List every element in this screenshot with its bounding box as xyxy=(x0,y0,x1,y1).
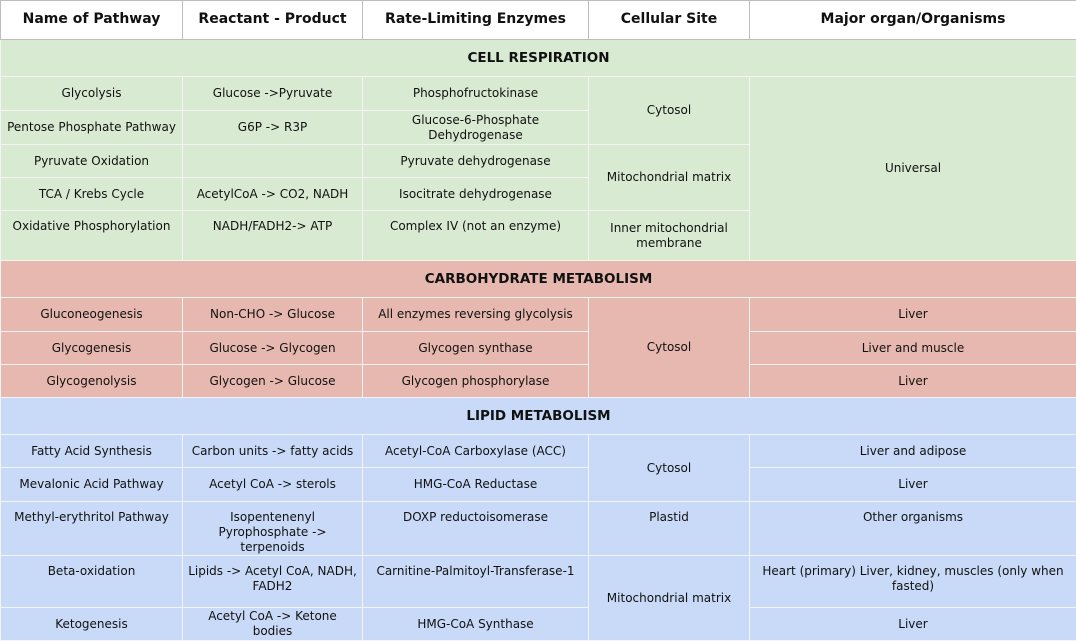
section-title-respiration: CELL RESPIRATION xyxy=(1,40,1076,77)
table-row xyxy=(1,502,1076,556)
enzyme-cell: HMG-CoA Reductase xyxy=(363,468,589,502)
table-row xyxy=(1,435,1076,468)
pathway-cell: Gluconeogenesis xyxy=(1,298,183,332)
site-cell: Cytosol xyxy=(589,298,750,398)
enzyme-cell: Complex IV (not an enzyme) xyxy=(363,211,589,261)
table-row xyxy=(1,332,1076,365)
header-enzyme: Rate-Limiting Enzymes xyxy=(363,1,589,40)
reaction-cell: Acetyl CoA -> sterols xyxy=(183,468,363,502)
section-title-carbohydrate: CARBOHYDRATE METABOLISM xyxy=(1,261,1076,298)
enzyme-cell: DOXP reductoisomerase xyxy=(363,502,589,556)
reaction-cell: Glucose ->Pyruvate xyxy=(183,77,363,111)
reaction-cell: G6P -> R3P xyxy=(183,111,363,145)
pathway-cell: Methyl-erythritol Pathway xyxy=(1,502,183,556)
section-title-lipid: LIPID METABOLISM xyxy=(1,398,1076,435)
table-row xyxy=(1,608,1076,641)
enzyme-cell: Glycogen synthase xyxy=(363,332,589,365)
pathway-cell: Pyruvate Oxidation xyxy=(1,145,183,178)
organ-cell: Liver and adipose xyxy=(750,435,1076,468)
pathway-cell: Fatty Acid Synthesis xyxy=(1,435,183,468)
organ-cell: Liver xyxy=(750,468,1076,502)
reaction-cell: Glycogen -> Glucose xyxy=(183,365,363,398)
header-organ: Major organ/Organisms xyxy=(750,1,1076,40)
reaction-cell: AcetylCoA -> CO2, NADH xyxy=(183,178,363,211)
enzyme-cell: Isocitrate dehydrogenase xyxy=(363,178,589,211)
header-row xyxy=(1,1,1076,40)
reaction-cell xyxy=(183,145,363,178)
organ-cell: Liver xyxy=(750,365,1076,398)
table-row xyxy=(1,556,1076,608)
pathway-cell: Pentose Phosphate Pathway xyxy=(1,111,183,145)
reaction-cell: Non-CHO -> Glucose xyxy=(183,298,363,332)
organ-cell: Liver xyxy=(750,298,1076,332)
organ-cell: Other organisms xyxy=(750,502,1076,556)
reaction-cell: Lipids -> Acetyl CoA, NADH, FADH2 xyxy=(183,556,363,608)
pathway-cell: Glycogenesis xyxy=(1,332,183,365)
site-cell: Cytosol xyxy=(589,77,750,145)
organ-cell: Universal xyxy=(750,77,1076,261)
enzyme-cell: Phosphofructokinase xyxy=(363,77,589,111)
enzyme-cell: HMG-CoA Synthase xyxy=(363,608,589,641)
enzyme-cell: Pyruvate dehydrogenase xyxy=(363,145,589,178)
section-header-carbohydrate xyxy=(1,261,1076,298)
organ-cell: Liver xyxy=(750,608,1076,641)
table-row xyxy=(1,468,1076,502)
pathway-cell: Glycolysis xyxy=(1,77,183,111)
reaction-cell: Isopentenenyl Pyrophosphate -> terpenoids xyxy=(183,502,363,556)
pathway-cell: TCA / Krebs Cycle xyxy=(1,178,183,211)
pathway-cell: Ketogenesis xyxy=(1,608,183,641)
section-header-respiration xyxy=(1,40,1076,77)
organ-cell: Heart (primary) Liver, kidney, muscles (only when fasted) xyxy=(750,556,1076,608)
pathway-cell: Mevalonic Acid Pathway xyxy=(1,468,183,502)
site-cell: Cytosol xyxy=(589,435,750,502)
table-row xyxy=(1,298,1076,332)
header-reaction: Reactant - Product xyxy=(183,1,363,40)
reaction-cell: NADH/FADH2-> ATP xyxy=(183,211,363,261)
enzyme-cell: Glucose-6-Phosphate Dehydrogenase xyxy=(363,111,589,145)
pathway-cell: Glycogenolysis xyxy=(1,365,183,398)
site-cell: Mitochondrial matrix xyxy=(589,556,750,641)
table-row xyxy=(1,365,1076,398)
reaction-cell: Glucose -> Glycogen xyxy=(183,332,363,365)
site-cell: Inner mitochondrial membrane xyxy=(589,211,750,261)
section-header-lipid xyxy=(1,398,1076,435)
header-pathway: Name of Pathway xyxy=(1,1,183,40)
pathway-cell: Beta-oxidation xyxy=(1,556,183,608)
reaction-cell: Acetyl CoA -> Ketone bodies xyxy=(183,608,363,641)
enzyme-cell: Carnitine-Palmitoyl-Transferase-1 xyxy=(363,556,589,608)
enzyme-cell: Acetyl-CoA Carboxylase (ACC) xyxy=(363,435,589,468)
enzyme-cell: Glycogen phosphorylase xyxy=(363,365,589,398)
header-site: Cellular Site xyxy=(589,1,750,40)
site-cell: Mitochondrial matrix xyxy=(589,145,750,211)
enzyme-cell: All enzymes reversing glycolysis xyxy=(363,298,589,332)
table-row xyxy=(1,77,1076,111)
reaction-cell: Carbon units -> fatty acids xyxy=(183,435,363,468)
pathway-cell: Oxidative Phosphorylation xyxy=(1,211,183,261)
organ-cell: Liver and muscle xyxy=(750,332,1076,365)
site-cell: Plastid xyxy=(589,502,750,556)
